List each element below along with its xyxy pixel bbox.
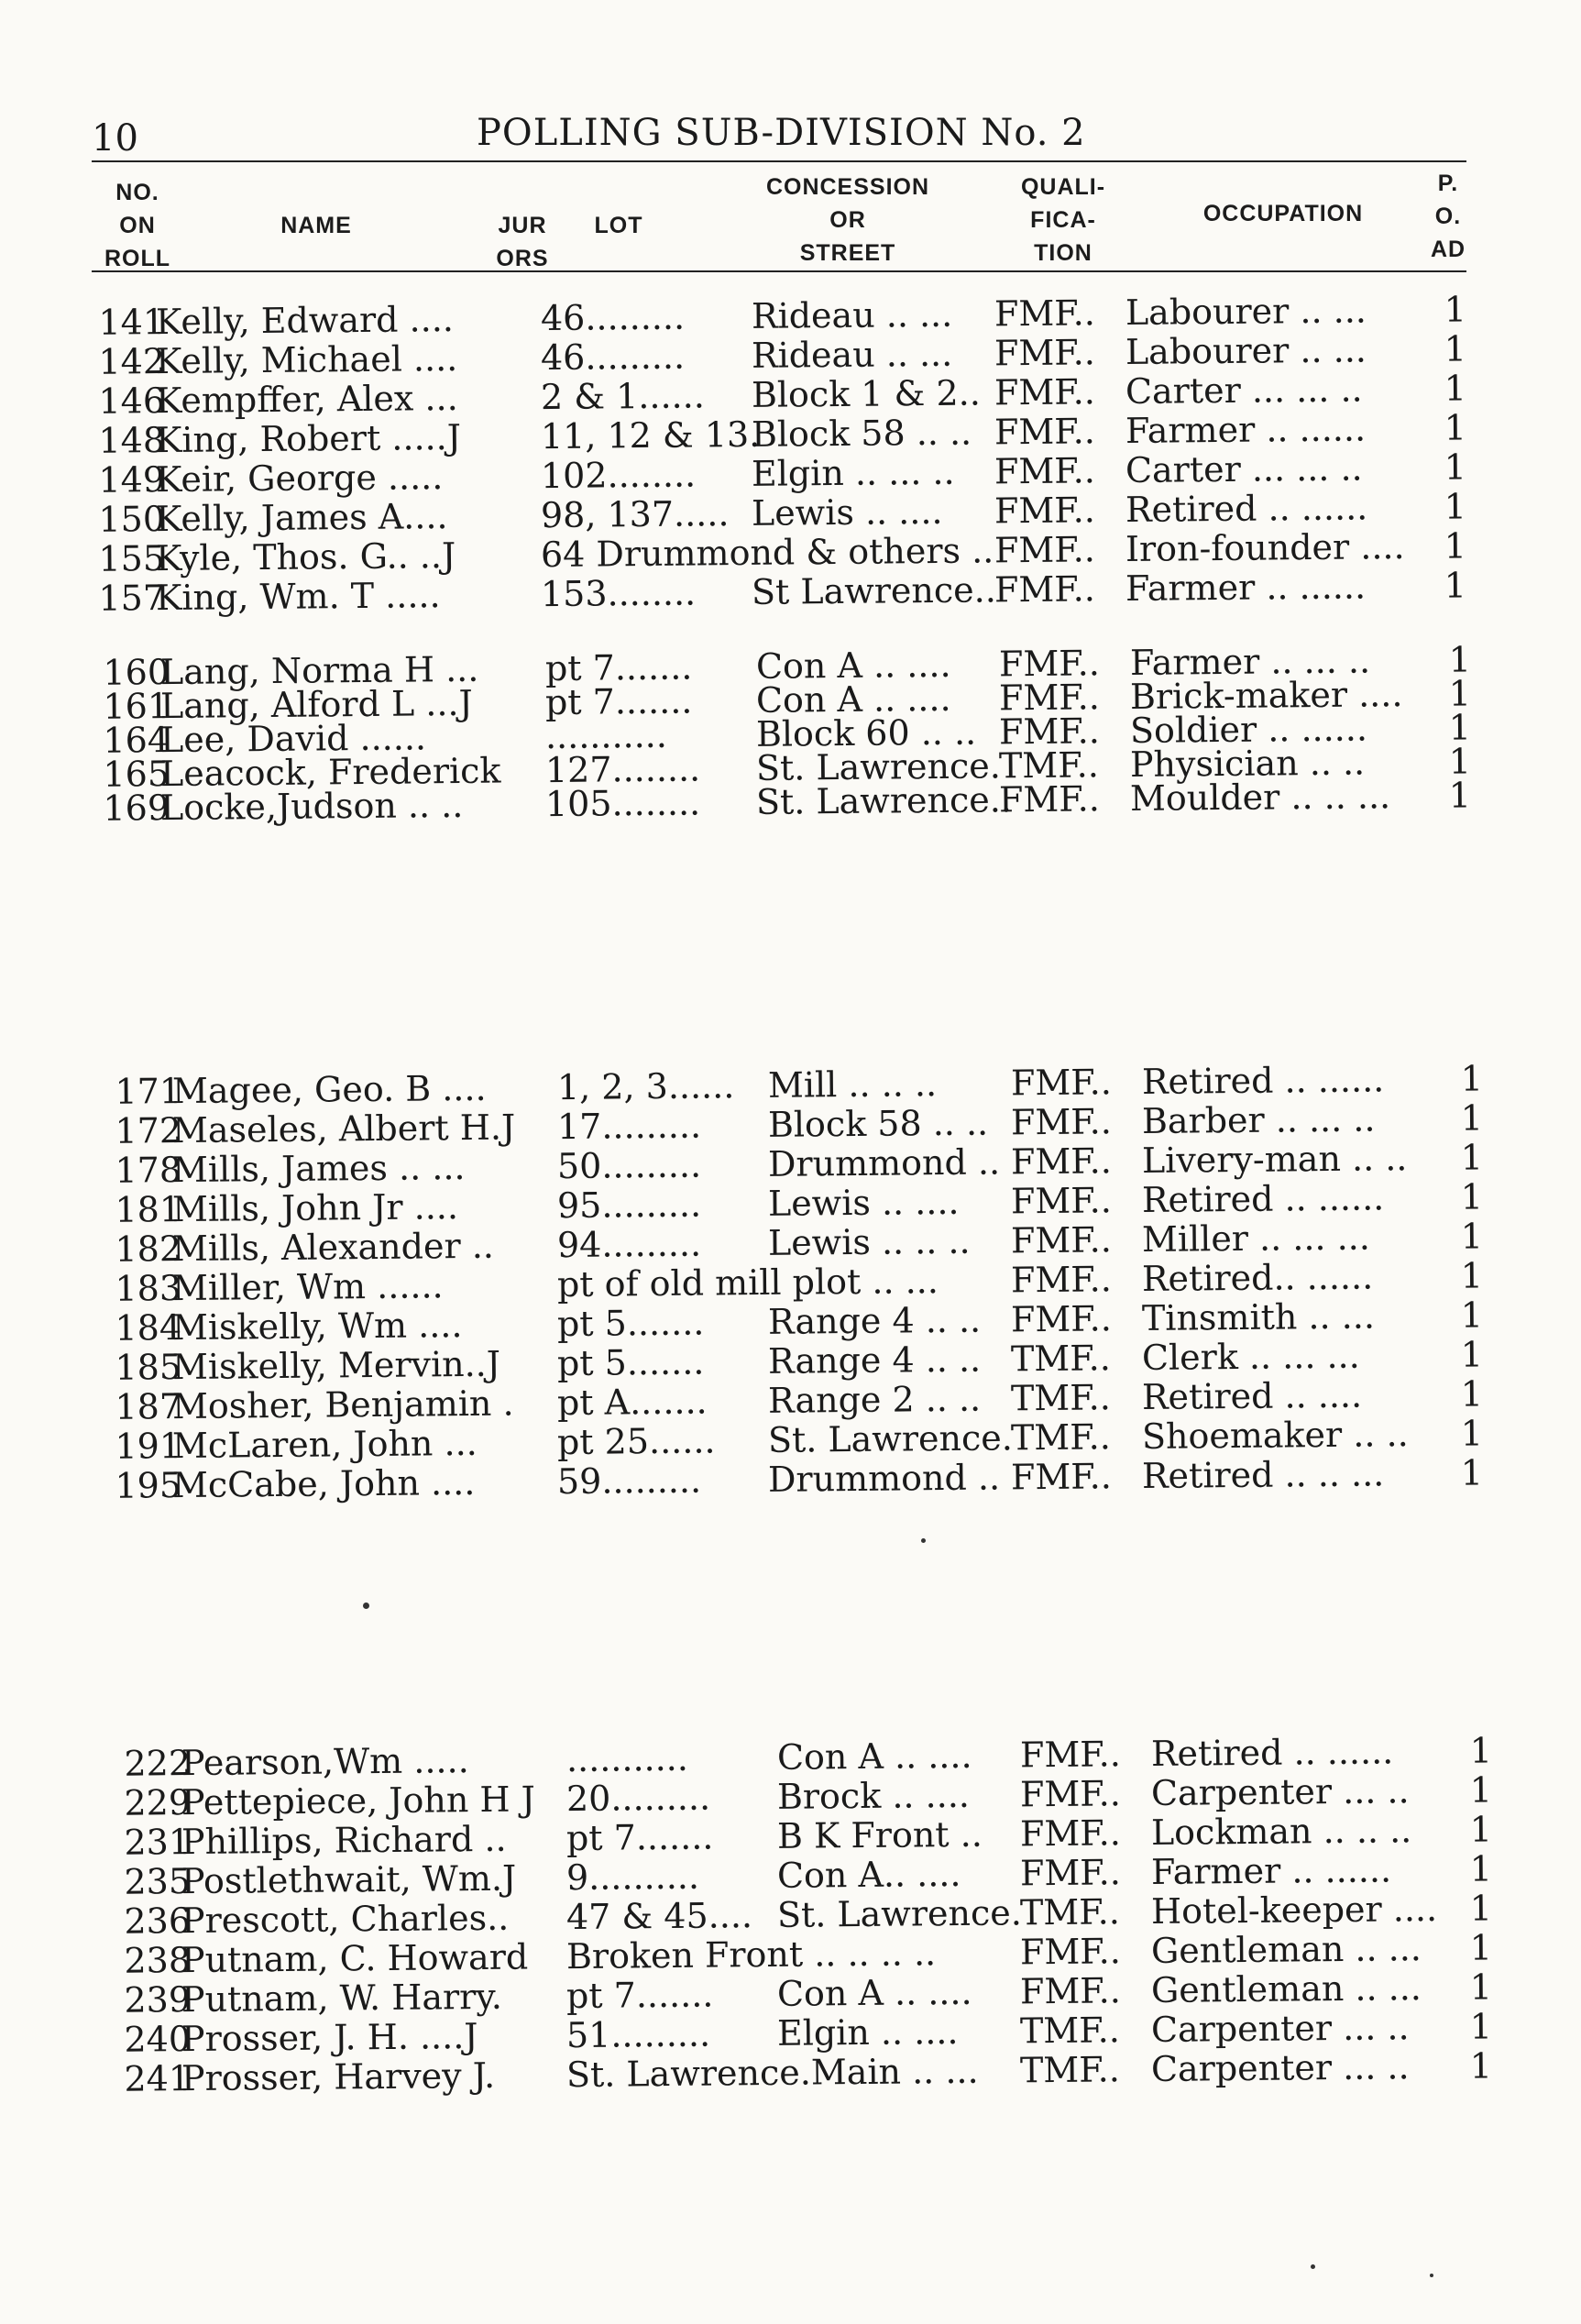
qualification: FMF..: [1019, 1812, 1122, 1855]
roll-number: 164: [103, 720, 170, 761]
roll-number: 241: [124, 2058, 192, 2099]
concession-street: Block 58 .. ..: [751, 412, 972, 455]
po-ad: 1: [1469, 2006, 1493, 2047]
concession-street: Con A .. ....: [776, 1971, 972, 2014]
concession-street: St. Lawrence.: [776, 1892, 1023, 1935]
qualification: FMF..: [994, 529, 1096, 571]
roll-number: 222: [124, 1743, 192, 1784]
po-ad: 1: [1469, 1730, 1493, 1771]
lot: pt 25......: [556, 1420, 716, 1463]
ink-speck: [1311, 2264, 1315, 2269]
voter-name: Mosher, Benjamin .: [171, 1382, 514, 1427]
concession-street: Lewis .. ....: [751, 490, 943, 534]
page-number: 10: [92, 117, 138, 160]
occupation: Gentleman .. ...: [1150, 1967, 1422, 2010]
roll-number: 239: [124, 1979, 192, 2021]
qualification: FMF..: [1019, 1734, 1122, 1776]
lot: 50.........: [556, 1144, 702, 1187]
concession-street: Range 4 .. ..: [767, 1299, 982, 1342]
po-ad: 1: [1469, 1769, 1493, 1811]
header-bottom-rule: [92, 270, 1466, 272]
occupation: Retired.. ......: [1141, 1256, 1374, 1299]
lot: 2 & 1......: [540, 375, 705, 418]
occupation: Farmer .. ... ..: [1129, 640, 1371, 683]
po-ad: 1: [1460, 1452, 1484, 1493]
po-ad: 1: [1460, 1255, 1484, 1296]
qualification: FMF..: [1010, 1259, 1113, 1301]
qualification: FMF..: [998, 643, 1101, 685]
voter-name: McLaren, John ...: [171, 1422, 478, 1467]
occupation: Livery-man .. ..: [1141, 1138, 1408, 1181]
header-lot: LOT: [594, 213, 643, 238]
po-ad: 1: [1448, 673, 1472, 714]
voter-name: Mills, John Jr ....: [171, 1186, 459, 1230]
roll-number: 169: [103, 788, 170, 829]
po-ad: 1: [1469, 2045, 1493, 2087]
lot: pt 7.......: [544, 646, 693, 689]
qualification: TMF..: [1010, 1416, 1112, 1459]
concession-street: Range 2 .. ..: [767, 1378, 982, 1421]
occupation: Retired .. ......: [1141, 1177, 1385, 1220]
po-ad: 1: [1460, 1058, 1484, 1099]
roll-number: 240: [124, 2019, 192, 2060]
qualification: TMF..: [998, 744, 1100, 787]
voter-name: Magee, Geo. B ....: [171, 1067, 487, 1112]
po-ad: 1: [1460, 1137, 1484, 1178]
lot: 105........: [544, 782, 701, 825]
po-ad: 1: [1448, 639, 1472, 680]
voter-name: Phillips, Richard ..: [181, 1818, 507, 1863]
concession-street: Rideau .. ...: [751, 293, 953, 336]
lot: ...........: [565, 1737, 689, 1780]
po-ad: 1: [1444, 407, 1467, 448]
po-ad: 1: [1469, 1809, 1493, 1850]
occupation: Barber .. ... ..: [1141, 1098, 1376, 1141]
po-ad: 1: [1444, 446, 1467, 488]
lot: 9..........: [565, 1856, 700, 1899]
occupation: Iron-founder ....: [1125, 526, 1405, 569]
lot: pt of old mill plot .. ...: [556, 1261, 939, 1305]
qualification: FMF..: [1019, 1970, 1122, 2012]
occupation: Farmer .. ......: [1125, 408, 1367, 451]
lot: pt 7.......: [544, 680, 693, 723]
qualification: FMF..: [1010, 1298, 1113, 1340]
header-occupation: OCCUPATION: [1202, 201, 1364, 226]
po-ad: 1: [1469, 1848, 1493, 1889]
concession-street: Block 60 .. ..: [755, 711, 977, 754]
occupation: Clerk .. ... ...: [1141, 1335, 1360, 1378]
po-ad: 1: [1460, 1334, 1484, 1375]
concession-street: Range 4 .. ..: [767, 1338, 982, 1382]
lot: 153........: [540, 572, 697, 615]
qualification: FMF..: [1019, 1773, 1122, 1815]
header-name: NAME: [280, 213, 352, 238]
qualification: FMF..: [998, 677, 1101, 719]
qualification: FMF..: [994, 450, 1096, 492]
lot: pt A.......: [556, 1381, 708, 1424]
roll-number: 184: [115, 1307, 182, 1349]
roll-number: 155: [98, 538, 166, 579]
lot: 46.........: [540, 296, 686, 339]
header-qualification: QUALI- FICA- TION: [1020, 174, 1106, 266]
qualification: FMF..: [998, 710, 1101, 753]
voter-name: Kelly, James A....: [155, 496, 448, 540]
qualification: FMF..: [994, 568, 1096, 611]
qualification: FMF..: [1019, 1852, 1122, 1894]
voter-name: Keir, George .....: [155, 457, 444, 501]
roll-number: 191: [115, 1426, 182, 1467]
lot: pt 5.......: [556, 1341, 705, 1384]
voter-name: Kempffer, Alex ...: [155, 377, 458, 422]
concession-street: Con A .. ....: [755, 644, 951, 687]
voter-name: Maseles, Albert H.J: [171, 1107, 516, 1151]
qualification: TMF..: [1019, 2010, 1121, 2052]
lot: 59.........: [556, 1459, 702, 1503]
concession-street: St Lawrence..: [751, 569, 997, 612]
occupation: Lockman .. .. ..: [1150, 1810, 1412, 1853]
voter-name: Prosser, Harvey J.: [181, 2054, 496, 2099]
occupation: Gentleman .. ...: [1150, 1928, 1422, 1971]
lot: 98, 137.....: [540, 493, 730, 536]
qualification: FMF..: [994, 292, 1096, 335]
qualification: TMF..: [1010, 1377, 1112, 1419]
header-top-rule: [92, 160, 1466, 162]
occupation: Farmer .. ......: [1125, 566, 1367, 609]
concession-street: Brock .. ....: [776, 1774, 971, 1817]
qualification: FMF..: [1010, 1101, 1113, 1143]
voter-name: Kelly, Michael ....: [155, 337, 458, 382]
lot: 127........: [544, 748, 701, 791]
qualification: TMF..: [1019, 2049, 1121, 2091]
po-ad: 1: [1448, 741, 1472, 782]
roll-number: 187: [115, 1386, 182, 1427]
occupation: Carpenter ... ..: [1150, 2046, 1410, 2089]
voter-name: Prescott, Charles..: [181, 1897, 510, 1942]
voter-name: Miskelly, Mervin..J: [171, 1343, 501, 1388]
occupation: Retired .. ....: [1141, 1374, 1363, 1417]
roll-number: 183: [115, 1268, 182, 1309]
roll-number: 142: [98, 341, 166, 382]
po-ad: 1: [1448, 707, 1472, 748]
roll-number: 236: [124, 1900, 192, 1942]
roll-number: 229: [124, 1782, 192, 1823]
occupation: Retired .. ......: [1125, 487, 1368, 530]
occupation: Labourer .. ...: [1125, 329, 1367, 372]
po-ad: 1: [1460, 1097, 1484, 1139]
occupation: Brick-maker ....: [1129, 674, 1403, 717]
lot: 94.........: [556, 1223, 702, 1266]
roll-number: 185: [115, 1347, 182, 1388]
voter-name: Pearson,Wm .....: [181, 1740, 469, 1784]
lot: 95.........: [556, 1184, 702, 1227]
concession-street: St. Lawrence.: [767, 1417, 1014, 1460]
occupation: Carter ... ... ..: [1125, 447, 1363, 490]
voter-name: Leacock, Frederick: [159, 750, 501, 795]
roll-number: 161: [103, 686, 170, 727]
concession-street: Lewis .. ....: [767, 1181, 960, 1224]
roll-number: 238: [124, 1940, 192, 1981]
qualification: FMF..: [998, 778, 1101, 821]
ink-speck: [363, 1603, 369, 1609]
po-ad: 1: [1460, 1413, 1484, 1454]
concession-street: Con A .. ....: [755, 677, 951, 721]
occupation: Tinsmith .. ...: [1141, 1295, 1376, 1338]
voter-name: Postlethwait, Wm.J: [181, 1857, 517, 1902]
voter-name: Miller, Wm ......: [171, 1265, 444, 1309]
qualification: FMF..: [994, 490, 1096, 532]
voter-name: Lang, Alford L ...J: [159, 682, 473, 727]
occupation: Retired .. ......: [1141, 1059, 1385, 1102]
roll-number: 195: [115, 1465, 182, 1506]
qualification: FMF..: [1010, 1456, 1113, 1498]
concession-street: Con A .. ....: [776, 1735, 972, 1778]
roll-number: 235: [124, 1861, 192, 1902]
roll-number: 231: [124, 1822, 192, 1863]
concession-street: Block 58 .. ..: [767, 1102, 989, 1145]
occupation: Retired .. ......: [1150, 1731, 1394, 1774]
roll-number: 165: [103, 754, 170, 795]
po-ad: 1: [1469, 1966, 1493, 2008]
concession-street: Block 1 & 2..: [751, 372, 982, 415]
occupation: Shoemaker .. ..: [1141, 1414, 1409, 1457]
concession-street: B K Front ..: [776, 1813, 983, 1856]
lot: pt 7.......: [565, 1974, 714, 2017]
po-ad: 1: [1460, 1294, 1484, 1336]
ink-speck: [921, 1538, 926, 1543]
ink-speck: [1430, 2274, 1433, 2277]
occupation: Farmer .. ......: [1150, 1849, 1392, 1892]
concession-street: Rideau .. ...: [751, 333, 953, 376]
lot: pt 7.......: [565, 1816, 714, 1859]
concession-street: Drummond ..: [767, 1141, 1001, 1184]
po-ad: 1: [1444, 368, 1467, 409]
po-ad: 1: [1460, 1176, 1484, 1217]
voter-name: Locke,Judson .. ..: [159, 784, 464, 829]
voter-name: Mills, James .. ...: [171, 1147, 466, 1191]
roll-number: 148: [98, 420, 166, 461]
voter-name: Putnam, C. Howard: [181, 1936, 529, 1981]
qualification: FMF..: [1010, 1140, 1113, 1183]
qualification: FMF..: [1010, 1180, 1113, 1222]
qualification: FMF..: [994, 371, 1096, 413]
voter-name: King, Wm. T .....: [155, 575, 441, 619]
roll-number: 141: [98, 302, 166, 343]
lot: St. Lawrence.Main .. ...: [565, 2050, 979, 2096]
roll-number: 146: [98, 380, 166, 422]
roll-number: 181: [115, 1189, 182, 1230]
po-ad: 1: [1444, 486, 1467, 527]
concession-street: St. Lawrence.: [755, 745, 1002, 788]
lot: 11, 12 & 13.: [540, 413, 761, 457]
voter-name: Lee, David ......: [159, 717, 427, 761]
concession-street: Con A.. ....: [776, 1853, 961, 1896]
header-no-on-roll: NO. ON ROLL: [104, 180, 171, 271]
voter-name: McCabe, John ....: [171, 1461, 476, 1506]
lot: 51.........: [565, 2013, 711, 2056]
lot: pt 5.......: [556, 1302, 705, 1345]
concession-street: Elgin .. ... ..: [751, 451, 955, 494]
occupation: Carpenter ... ..: [1150, 1770, 1410, 1813]
occupation: Carter ... ... ..: [1125, 369, 1363, 412]
occupation: Hotel-keeper ....: [1150, 1888, 1438, 1932]
lot: 17.........: [556, 1105, 702, 1148]
qualification: FMF..: [1010, 1062, 1113, 1104]
voter-name: Prosser, J. H. ....J: [181, 2016, 478, 2060]
header-concession: CONCESSION OR STREET: [765, 174, 930, 266]
po-ad: 1: [1469, 1927, 1493, 1968]
qualification: FMF..: [994, 332, 1096, 374]
roll-number: 149: [98, 459, 166, 501]
voter-name: Lang, Norma H ...: [159, 648, 479, 693]
roll-number: 160: [103, 652, 170, 693]
roll-number: 182: [115, 1228, 182, 1270]
roll-number: 150: [98, 499, 166, 540]
qualification: FMF..: [994, 411, 1096, 453]
lot: Broken Front .. .. .. ..: [565, 1933, 937, 1977]
lot: 20.........: [565, 1777, 711, 1820]
header-pod: P. O. AD: [1430, 171, 1466, 262]
qualification: FMF..: [1010, 1219, 1113, 1261]
po-ad: 1: [1448, 775, 1472, 816]
lot: 1, 2, 3......: [556, 1065, 735, 1108]
voter-name: Miskelly, Wm ....: [171, 1305, 463, 1349]
qualification: TMF..: [1019, 1891, 1121, 1933]
voter-name: Kyle, Thos. G.. ..J: [155, 534, 456, 579]
voter-name: Pettepiece, John H J: [181, 1779, 536, 1823]
po-ad: 1: [1460, 1373, 1484, 1415]
voter-name: Kelly, Edward ....: [155, 299, 455, 343]
concession-street: Mill .. .. ..: [767, 1063, 938, 1106]
qualification: TMF..: [1010, 1338, 1112, 1380]
concession-street: St. Lawrence..: [755, 779, 1013, 822]
concession-street: Elgin .. ....: [776, 2011, 959, 2054]
po-ad: 1: [1469, 1888, 1493, 1929]
occupation: Labourer .. ...: [1125, 290, 1367, 333]
occupation: Retired .. .. ...: [1141, 1453, 1385, 1496]
voter-name: King, Robert .....J: [155, 416, 462, 461]
voter-name: Mills, Alexander ..: [171, 1225, 495, 1270]
lot: 46.........: [540, 336, 686, 379]
concession-street: Lewis .. .. ..: [767, 1220, 971, 1263]
roll-number: 178: [115, 1150, 182, 1191]
voter-name: Putnam, W. Harry.: [181, 1976, 503, 2021]
lot: 64 Drummond & others ..: [540, 530, 994, 576]
header-jurors: JUR ORS: [496, 213, 549, 271]
concession-street: Drummond ..: [767, 1457, 1001, 1500]
occupation: Miller .. ... ...: [1141, 1217, 1371, 1260]
po-ad: 1: [1444, 565, 1467, 606]
po-ad: 1: [1444, 328, 1467, 369]
lot: 102........: [540, 454, 697, 497]
lot: ...........: [544, 714, 668, 757]
occupation: Physician .. ..: [1129, 742, 1366, 785]
occupation: Soldier .. ......: [1129, 708, 1368, 751]
occupation: Moulder .. .. ...: [1129, 776, 1391, 819]
occupation: Carpenter ... ..: [1150, 2007, 1410, 2050]
po-ad: 1: [1444, 289, 1467, 330]
po-ad: 1: [1460, 1216, 1484, 1257]
roll-number: 157: [98, 578, 166, 619]
po-ad: 1: [1444, 525, 1467, 567]
page-title: POLLING SUB-DIVISION No. 2: [477, 112, 1086, 154]
qualification: FMF..: [1019, 1931, 1122, 1973]
roll-number: 171: [115, 1071, 182, 1112]
lot: 47 & 45....: [565, 1895, 753, 1938]
roll-number: 172: [115, 1110, 182, 1151]
